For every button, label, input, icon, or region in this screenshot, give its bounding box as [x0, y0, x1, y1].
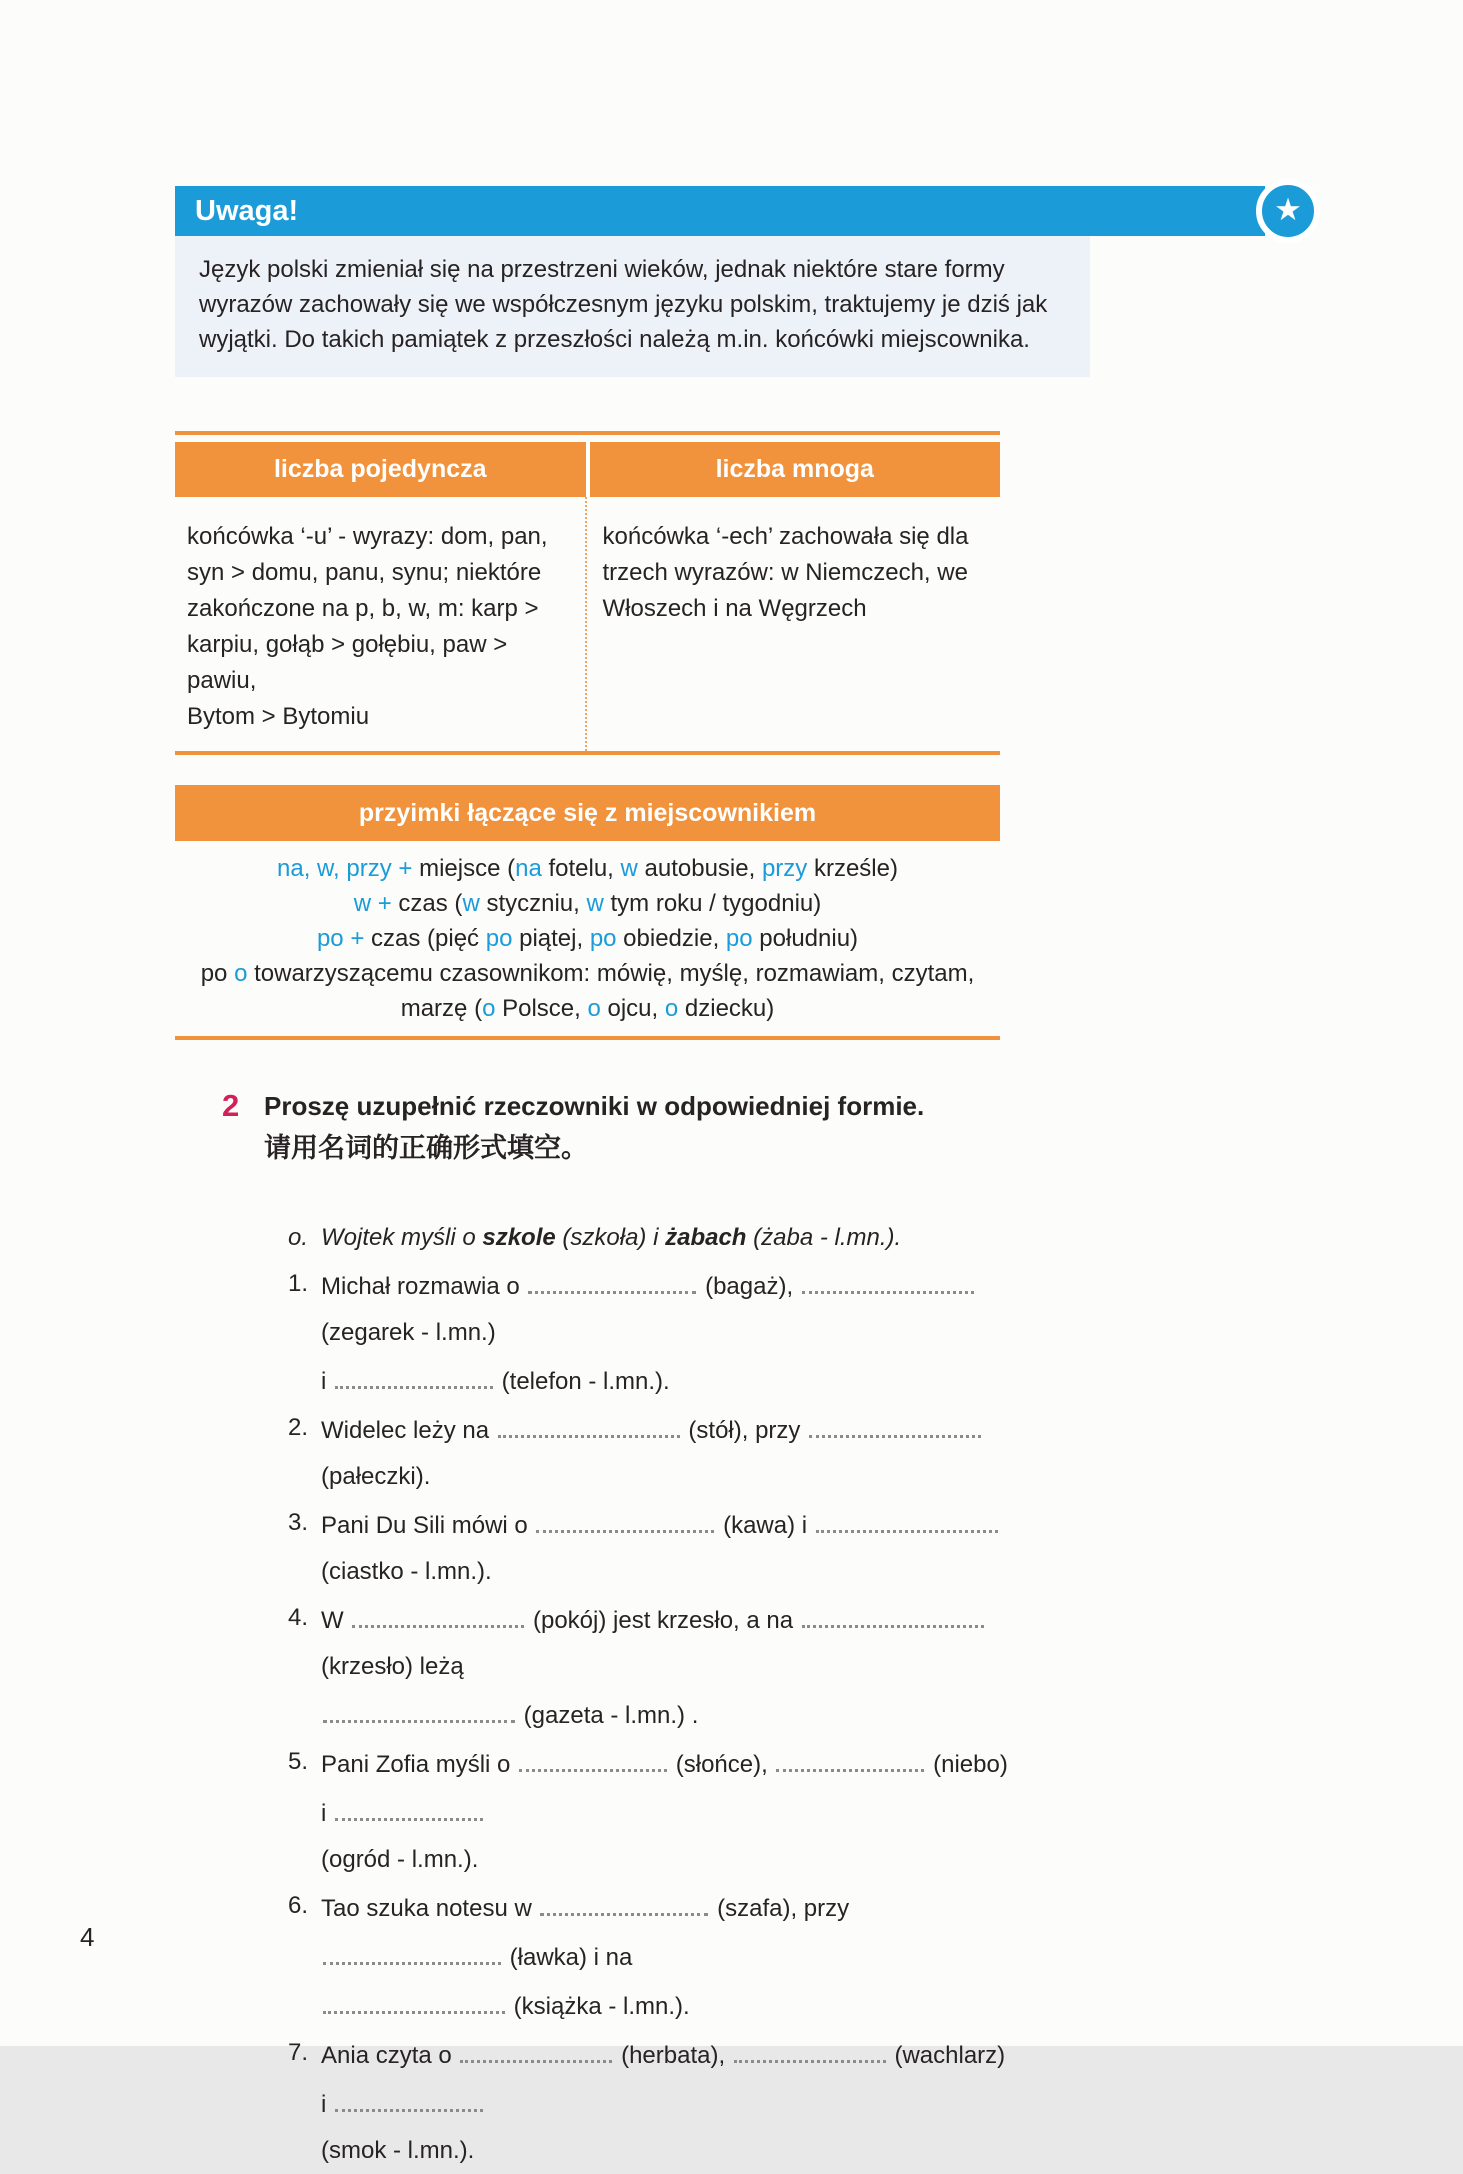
exercise-item — [288, 1595, 1015, 1739]
item-sentence-text: (gazeta - l.mn.) . — [517, 1702, 699, 1729]
table-bottom-rule — [175, 751, 1000, 755]
rule-text: czas (pięć — [364, 925, 486, 952]
item-sentence-text: Widelec leży na — [321, 1417, 496, 1444]
preposition-highlight: po — [725, 925, 753, 952]
item-number: 4. — [288, 1604, 309, 1631]
item-sentence-text: (ogród - l.mn.). — [321, 1846, 479, 1873]
item-number: 5. — [288, 1748, 309, 1775]
exercise-2 — [175, 1085, 1015, 2174]
item-sentence-text: Pani Zofia myśli o — [321, 1751, 518, 1778]
item-sentence-text: (szafa), przy — [710, 1895, 850, 1922]
preposition-highlight: po — [485, 925, 513, 952]
item-sentence-text: (kawa) i — [716, 1512, 814, 1539]
rule-text: czas ( — [391, 890, 463, 917]
preposition-highlight: w + — [353, 890, 392, 917]
item-sentence-text: (smok - l.mn.). — [321, 2137, 475, 2164]
table-cell-singular: końcówka ‘-u’ - wyrazy: dom, pan, syn > domu, panu, synu; niektóre zakończone na p, b, w, m: karp > karpiu, gołąb > gołębiu, paw > pawiu, Bytom > Bytomiu — [187, 523, 548, 730]
prepositions-header: przyimki łączące się z miejscownikiem — [175, 785, 1000, 841]
fill-in-blank — [335, 1788, 483, 1821]
item-text — [321, 2030, 1015, 2174]
item-sentence-text: (bagaż), — [698, 1273, 800, 1300]
item-number: 1. — [288, 1270, 309, 1297]
fill-in-blank — [335, 1356, 493, 1389]
item-number: 3. — [288, 1509, 309, 1536]
item-sentence-text: Pani Du Sili mówi o — [321, 1512, 535, 1539]
exercise-item — [288, 1405, 1015, 1500]
item-sentence-text: (niebo) i — [321, 1751, 1008, 1827]
rule-text: dziecku) — [678, 995, 775, 1022]
prepositions-section — [175, 785, 1000, 1040]
fill-in-blank — [802, 1261, 974, 1294]
fill-in-blank — [528, 1261, 696, 1294]
rule-text: autobusie, — [637, 855, 762, 882]
fill-in-blank — [734, 2030, 886, 2063]
item-sentence-text: (szkoła) i — [555, 1224, 666, 1251]
item-text — [321, 1215, 1015, 1261]
item-sentence-text: (stół), przy — [681, 1417, 808, 1444]
fill-in-blank — [776, 1739, 924, 1772]
section-end-rule — [175, 1036, 1000, 1040]
exercise-item — [288, 2030, 1015, 2174]
item-text — [321, 1405, 1015, 1500]
table-top-rule — [175, 431, 1000, 435]
star-icon — [1256, 179, 1320, 243]
exercise-item — [288, 1739, 1015, 1883]
preposition-highlight: o — [664, 995, 679, 1022]
preposition-highlight: w — [586, 890, 604, 917]
item-sentence-text: (herbata), — [614, 2042, 732, 2069]
exercise-item — [288, 1883, 1015, 2030]
fill-in-blank — [352, 1595, 524, 1628]
item-number: o. — [288, 1224, 309, 1251]
preposition-rule-line — [175, 921, 1000, 956]
item-sentence-text: (słońce), — [669, 1751, 775, 1778]
item-number: 2. — [288, 1414, 309, 1441]
item-sentence-text: Ania czyta o — [321, 2042, 459, 2069]
item-sentence-text: W — [321, 1607, 351, 1634]
uwaga-header-bar — [175, 186, 1302, 236]
fill-in-blank — [460, 2030, 612, 2063]
item-number: 6. — [288, 1892, 309, 1919]
fill-in-blank — [536, 1500, 714, 1533]
item-sentence-text: (książka - l.mn.). — [507, 1993, 690, 2020]
preposition-highlight: o — [482, 995, 496, 1022]
item-number: 7. — [288, 2039, 309, 2066]
preposition-highlight: na, w, przy + — [277, 855, 413, 882]
item-text — [321, 1883, 1015, 2030]
page-number: 4 — [80, 1922, 95, 1952]
uwaga-title: Uwaga! — [195, 195, 299, 227]
preposition-highlight: o — [587, 995, 601, 1022]
fill-in-blank — [335, 2079, 483, 2112]
table-cell-plural: końcówka ‘-ech’ zachowała się dla trzech wyrazów: w Niemczech, we Włoszech i na Węgrzech — [585, 497, 1001, 751]
rule-text: styczniu, — [479, 890, 587, 917]
item-sentence-text: (pokój) jest krzesło, a na — [526, 1607, 800, 1634]
preposition-highlight: w — [620, 855, 638, 882]
answer-bold-text: żabach — [665, 1224, 747, 1251]
item-sentence-text: (ciastko - l.mn.). — [321, 1558, 492, 1585]
preposition-rule-line — [175, 886, 1000, 921]
fill-in-blank — [540, 1883, 708, 1916]
preposition-highlight: przy — [761, 855, 808, 882]
preposition-rule-line — [175, 956, 1000, 991]
exercise-example-item — [288, 1215, 1015, 1261]
preposition-highlight: po — [589, 925, 617, 952]
item-sentence-text: Tao szuka notesu w — [321, 1895, 539, 1922]
fill-in-blank — [323, 1690, 515, 1723]
exercise-number: 2 — [222, 1088, 240, 1123]
exercise-item-list — [288, 1215, 1015, 2174]
rule-text: fotelu, — [541, 855, 621, 882]
preposition-highlight: na — [515, 855, 542, 882]
item-sentence-text: i — [321, 1368, 333, 1395]
fill-in-blank — [802, 1595, 984, 1628]
item-sentence-text: Michał rozmawia o — [321, 1273, 527, 1300]
item-sentence-text: Wojtek myśli o — [321, 1224, 483, 1251]
preposition-rule-line — [175, 991, 1000, 1026]
table-header-singular: liczba pojedyncza — [273, 455, 487, 483]
table-body-row — [175, 497, 1000, 751]
rule-text: południu) — [752, 925, 859, 952]
item-sentence-text: (ławka) i na — [503, 1944, 633, 1971]
rule-text: piątej, — [512, 925, 590, 952]
fill-in-blank — [519, 1739, 667, 1772]
exercise-item — [288, 1261, 1015, 1405]
rule-text: obiedzie, — [616, 925, 726, 952]
fill-in-blank — [809, 1405, 981, 1438]
rule-text: towarzyszącemu czasownikom: mówię, myślę, rozmawiam, czytam, — [247, 960, 975, 987]
item-sentence-text: (wachlarz) i — [321, 2042, 1006, 2118]
item-text — [321, 1739, 1015, 1883]
fill-in-blank — [323, 1932, 501, 1965]
item-text — [321, 1261, 1015, 1405]
fill-in-blank — [323, 1981, 505, 2014]
rule-text: krześle) — [807, 855, 898, 882]
exercise-item — [288, 1500, 1015, 1595]
fill-in-blank — [498, 1405, 680, 1438]
prepositions-rules — [175, 841, 1000, 1036]
table-header-row — [175, 442, 1000, 497]
item-sentence-text: (zegarek - l.mn.) — [321, 1319, 496, 1346]
locative-endings-table — [175, 431, 1000, 755]
exercise-heading — [222, 1085, 1015, 1169]
rule-text: po — [200, 960, 235, 987]
item-sentence-text: (telefon - l.mn.). — [495, 1368, 670, 1395]
rule-text: ojcu, — [600, 995, 665, 1022]
item-sentence-text: (pałeczki). — [321, 1463, 431, 1490]
exercise-title-polish: Proszę uzupełnić rzeczowniki w odpowiedniej formie. — [264, 1091, 925, 1121]
exercise-titles — [264, 1085, 924, 1169]
exercise-title-chinese: 请用名词的正确形式填空。 — [264, 1133, 588, 1163]
preposition-rule-line — [175, 851, 1000, 886]
table-header-plural: liczba mnoga — [586, 442, 1001, 497]
rule-text: miejsce ( — [412, 855, 516, 882]
item-sentence-text: (żaba - l.mn.). — [746, 1224, 902, 1251]
rule-text: marzę ( — [400, 995, 483, 1022]
preposition-highlight: po + — [316, 925, 365, 952]
preposition-highlight: w — [462, 890, 480, 917]
rule-text: tym roku / tygodniu) — [603, 890, 822, 917]
item-text — [321, 1500, 1015, 1595]
item-text — [321, 1595, 1015, 1739]
rule-text: Polsce, — [495, 995, 588, 1022]
uwaga-body-text: Język polski zmieniał się na przestrzeni wieków, jednak niektóre stare formy wyrazów zachowały się we współczesnym języku polskim, traktujemy je dziś jak wyjątki. Do takich pamiątek z przeszłości należą m.in. końcówki miejscownika. — [175, 236, 1090, 377]
preposition-highlight: o — [234, 960, 248, 987]
answer-bold-text: szkole — [482, 1224, 556, 1251]
star-glyph: ★ — [1274, 192, 1302, 227]
item-sentence-text: (krzesło) leżą — [321, 1653, 464, 1680]
fill-in-blank — [816, 1500, 998, 1533]
